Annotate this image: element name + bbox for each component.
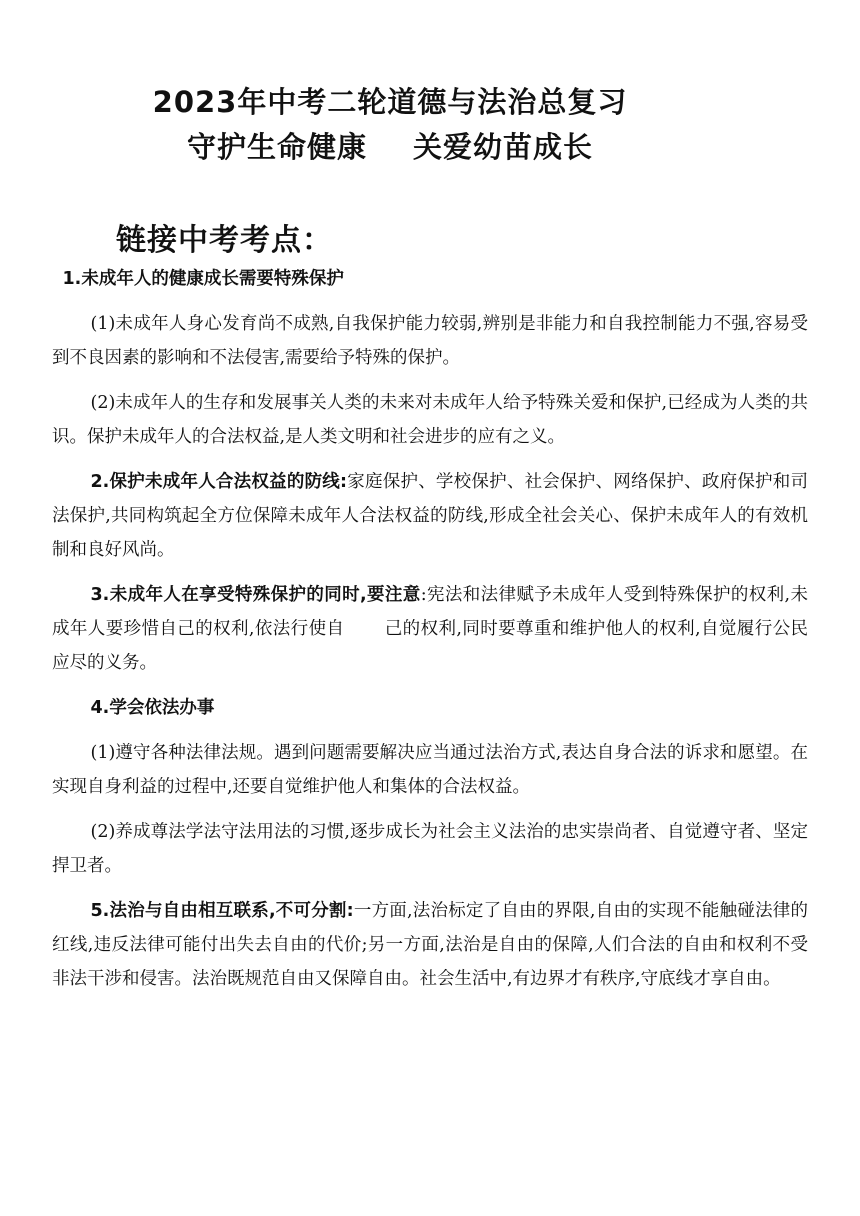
point-5-text: 一方面,法治标定了自由的界限,自由的实现不能触碰法律的红线,违反法律可能付出失去自由的代价;另一方面,法治是自由的保障,人们合法的自由和权利不受非法干涉和侵害。法治既规范自由又保障自由。社会生活中,有边界才有秩序,守底线才享自由。 bbox=[52, 901, 808, 989]
document-body bbox=[52, 262, 808, 1007]
point-1-heading-text: 1.未成年人的健康成长需要特殊保护 bbox=[62, 269, 344, 289]
document-title: 2023年中考二轮道德与法治总复习 bbox=[152, 85, 628, 119]
point-3-heading: 3.未成年人在享受特殊保护的同时,要注意 bbox=[90, 585, 421, 605]
point-2 bbox=[52, 465, 808, 567]
point-4-heading-text: 4.学会依法办事 bbox=[90, 698, 215, 718]
point-1-item-2: (2)未成年人的生存和发展事关人类的未来对未成年人给予特殊关爱和保护,已经成为人类的共识。保护未成年人的合法权益,是人类文明和社会进步的应有之义。 bbox=[52, 393, 808, 447]
point-2-text: 家庭保护、学校保护、社会保护、网络保护、政府保护和司法保护,共同构筑起全方位保障未成年人合法权益的防线,形成全社会关心、保护未成年人的有效机制和良好风尚。 bbox=[52, 472, 809, 560]
point-2-heading: 2.保护未成年人合法权益的防线: bbox=[90, 472, 348, 492]
document-subtitle bbox=[0, 125, 780, 166]
point-4-item-2: (2)养成尊法学法守法用法的习惯,逐步成长为社会主义法治的忠实崇尚者、自觉遵守者、坚定捍卫者。 bbox=[52, 822, 808, 876]
point-4-item-1: (1)遵守各种法律法规。遇到问题需要解决应当通过法治方式,表达自身合法的诉求和愿望。在实现自身利益的过程中,还要自觉维护他人和集体的合法权益。 bbox=[52, 743, 808, 797]
point-3-text-part2: 己的权利,同时要尊重和维护他人的权利,自觉履行公民应尽的义务。 bbox=[52, 619, 809, 673]
point-1-item-1: (1)未成年人身心发育尚不成熟,自我保护能力较弱,辨别是非能力和自我控制能力不强,容易受到不良因素的影响和不法侵害,需要给予特殊的保护。 bbox=[52, 314, 808, 368]
section-heading: 链接中考考点： bbox=[116, 223, 333, 258]
subtitle-part1: 守护生命健康 bbox=[186, 130, 367, 164]
point-4-heading bbox=[52, 691, 808, 725]
point-1-heading bbox=[52, 262, 808, 296]
point-5 bbox=[52, 894, 808, 996]
point-5-heading: 5.法治与自由相互联系,不可分割: bbox=[90, 901, 354, 921]
point-3 bbox=[52, 578, 808, 680]
subtitle-part2: 关爱幼苗成长 bbox=[413, 130, 594, 164]
point-3-text-part1: :宪法和法律赋予未成年人受到特殊保护的权利,未成年人要珍惜自己的权利,依法行使自 bbox=[52, 585, 808, 639]
